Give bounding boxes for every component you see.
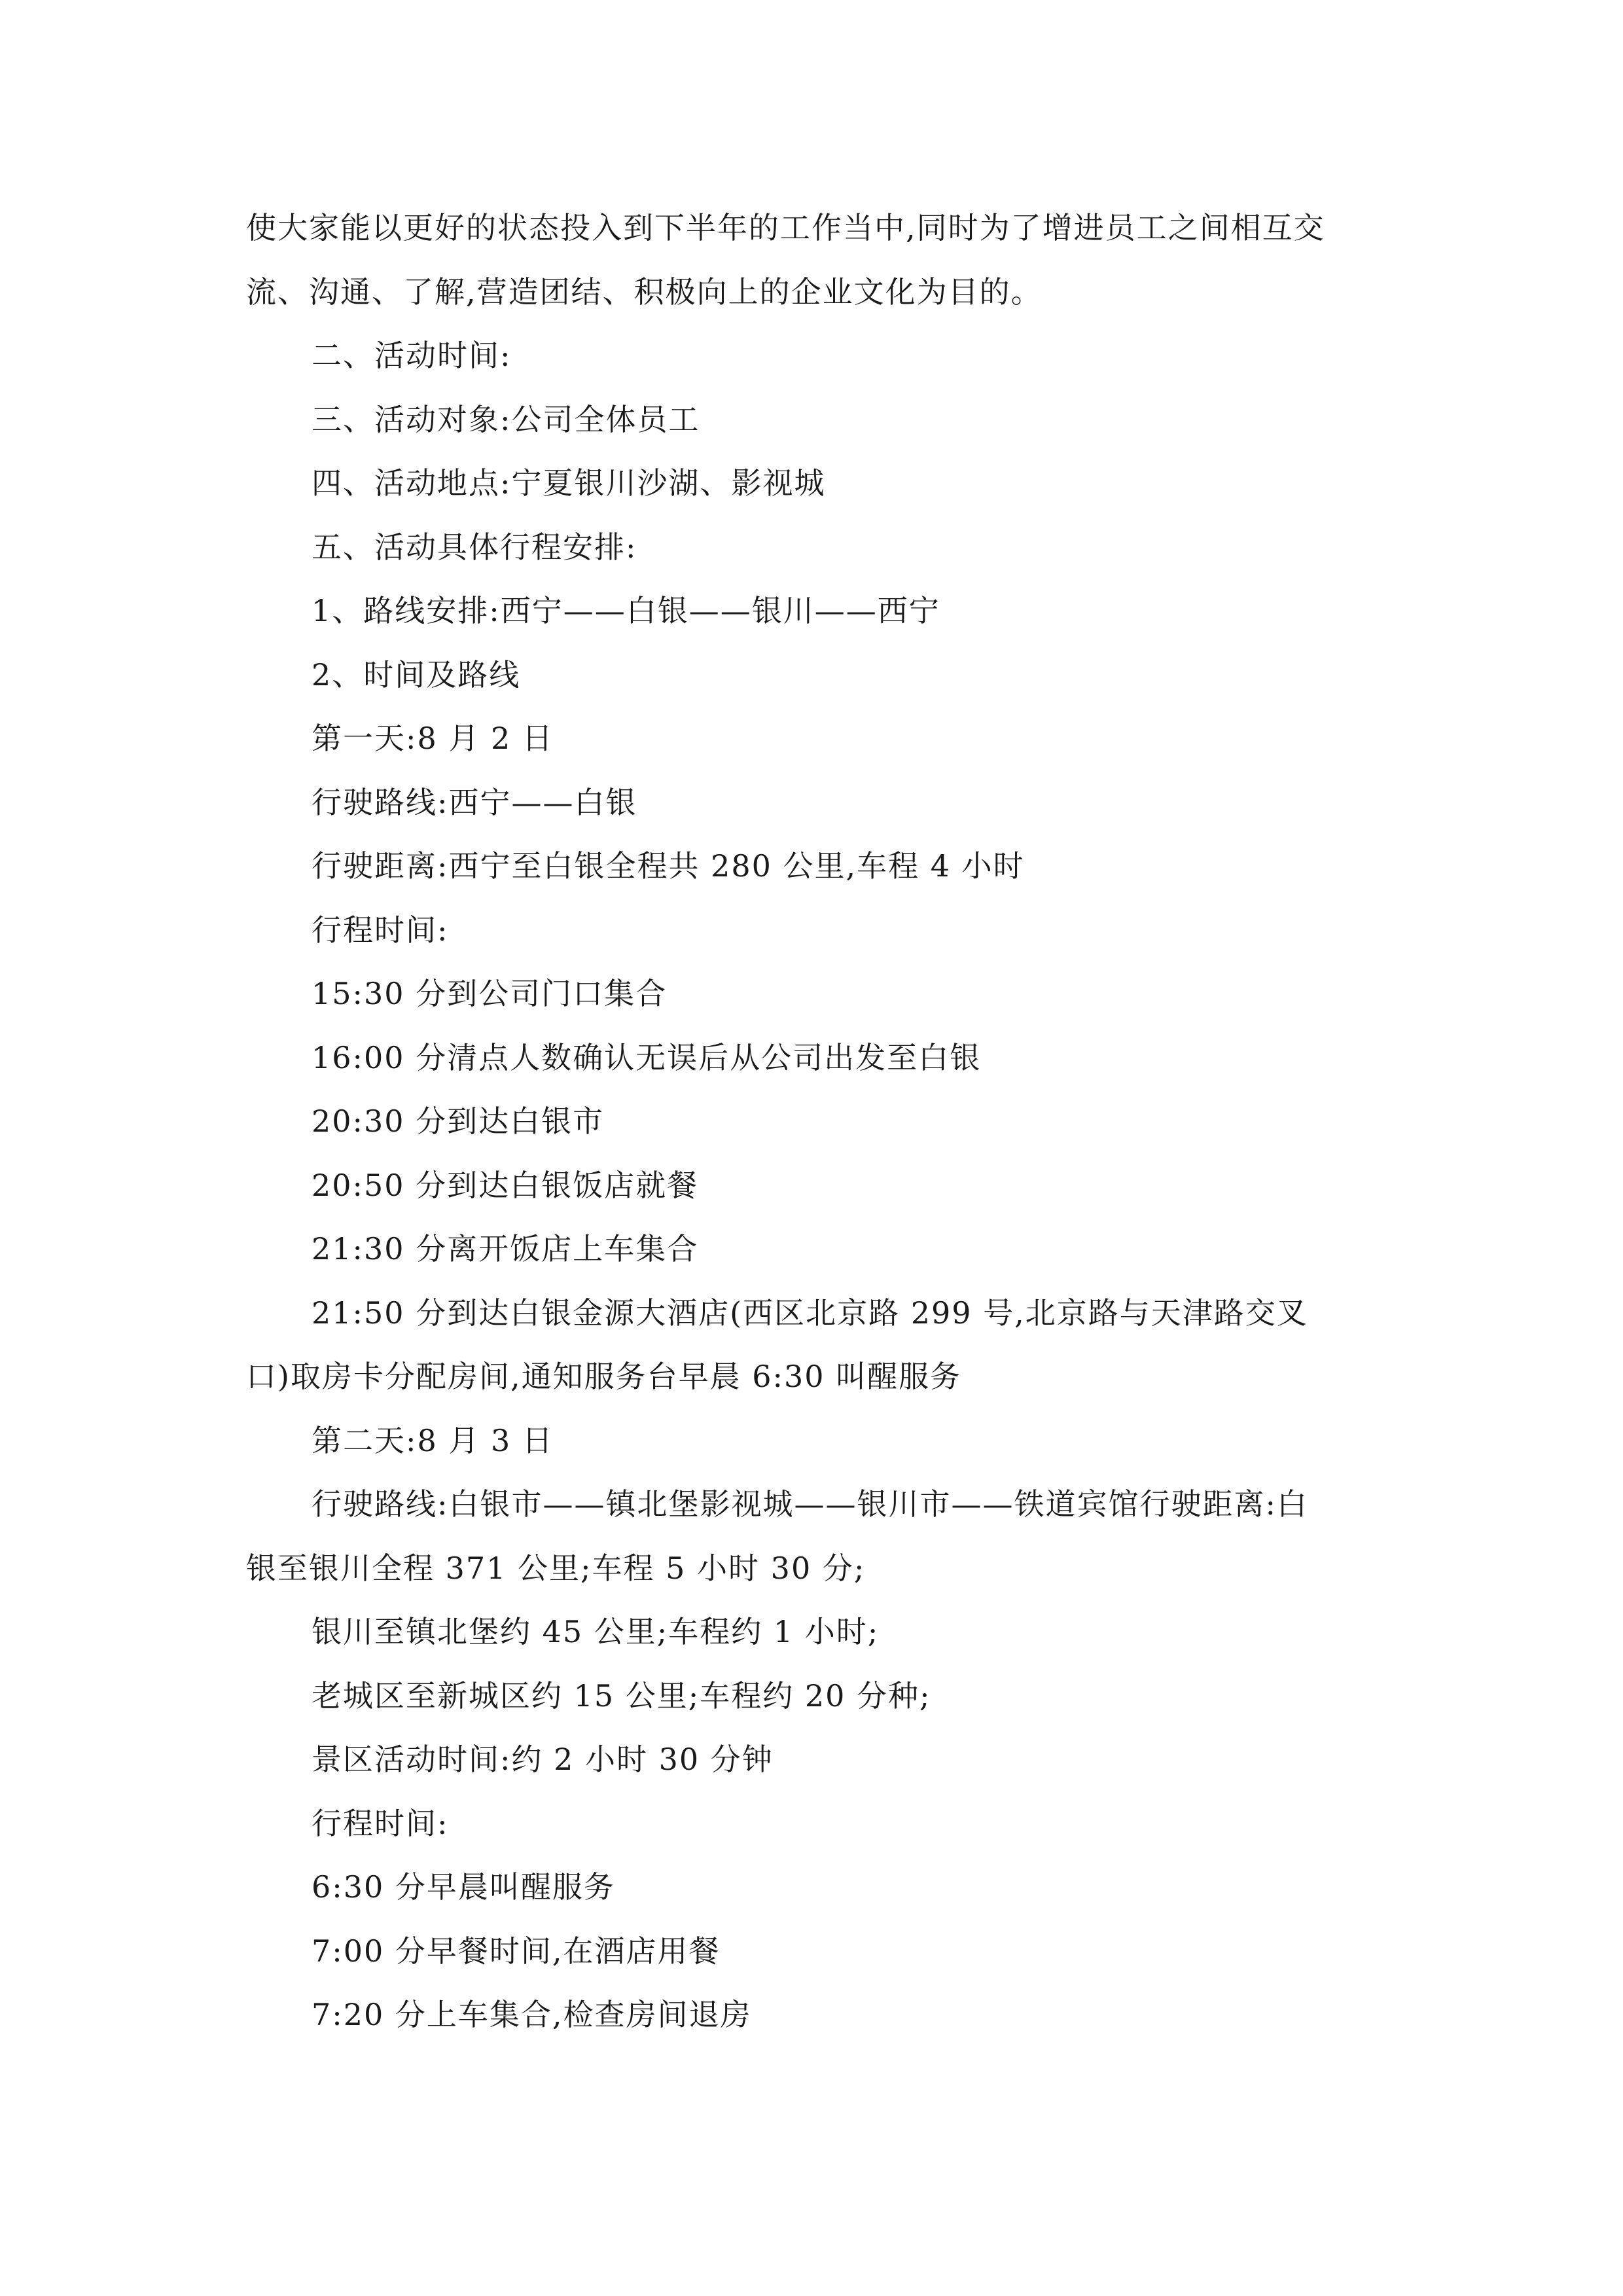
- text-line: 银至银川全程 371 公里;车程 5 小时 30 分;: [246, 1550, 866, 1586]
- text-line: 行驶距离:西宁至白银全程共 280 公里,车程 4 小时: [312, 848, 1025, 884]
- text-line: 21:50 分到达白银金源大酒店(西区北京路 299 号,北京路与天津路交叉: [312, 1295, 1308, 1331]
- paragraph: [246, 579, 1388, 643]
- paragraph: [246, 516, 1388, 580]
- paragraph: [246, 1090, 1388, 1154]
- text-line: 15:30 分到公司门口集合: [312, 976, 668, 1011]
- text-line: 老城区至新城区约 15 公里;车程约 20 分种;: [312, 1677, 931, 1713]
- text-line: 银川至镇北堡约 45 公里;车程约 1 小时;: [312, 1614, 880, 1649]
- text-line: 第一天:8 月 2 日: [312, 721, 554, 756]
- text-line: 五、活动具体行程安排:: [312, 529, 637, 565]
- document-body: [246, 196, 1388, 2047]
- text-line: 二、活动时间:: [312, 338, 512, 373]
- text-line: 三、活动对象:公司全体员工: [312, 401, 700, 437]
- paragraph: [246, 1282, 1388, 1409]
- paragraph: [246, 643, 1388, 708]
- paragraph: [246, 1217, 1388, 1282]
- paragraph: [246, 1664, 1388, 1729]
- paragraph: [246, 1026, 1388, 1090]
- paragraph: [246, 1600, 1388, 1664]
- text-line: 20:50 分到达白银饭店就餐: [312, 1167, 699, 1203]
- text-line: 1、路线安排:西宁——白银——银川——西宁: [312, 593, 940, 628]
- text-line: 16:00 分清点人数确认无误后从公司出发至白银: [312, 1039, 982, 1075]
- text-line: 行驶路线:西宁——白银: [312, 784, 637, 820]
- paragraph: [246, 1473, 1388, 1600]
- text-line: 行程时间:: [312, 1805, 449, 1841]
- paragraph: [246, 707, 1388, 771]
- paragraph: [246, 771, 1388, 835]
- text-line: 6:30 分早晨叫醒服务: [312, 1869, 615, 1905]
- paragraph: [246, 324, 1388, 388]
- text-line: 第二天:8 月 3 日: [312, 1422, 554, 1458]
- paragraph: [246, 1409, 1388, 1473]
- paragraph: [246, 899, 1388, 963]
- paragraph: [246, 834, 1388, 899]
- paragraph: [246, 1154, 1388, 1218]
- paragraph: [246, 1856, 1388, 1920]
- paragraph: [246, 1920, 1388, 1984]
- text-line: 行驶路线:白银市——镇北堡影视城——银川市——铁道宾馆行驶距离:白: [312, 1486, 1308, 1522]
- text-line: 7:20 分上车集合,检查房间退房: [312, 1997, 752, 2032]
- text-line: 2、时间及路线: [312, 656, 521, 692]
- text-line: 口)取房卡分配房间,通知服务台早晨 6:30 叫醒服务: [246, 1359, 962, 1394]
- text-line: 使大家能以更好的状态投入到下半年的工作当中,同时为了增进员工之间相互交: [246, 210, 1325, 245]
- text-line: 流、沟通、了解,营造团结、积极向上的企业文化为目的。: [246, 274, 1043, 310]
- paragraph: [246, 962, 1388, 1026]
- text-line: 20:30 分到达白银市: [312, 1103, 605, 1139]
- paragraph: [246, 196, 1388, 324]
- text-line: 7:00 分早餐时间,在酒店用餐: [312, 1933, 721, 1969]
- paragraph: [246, 452, 1388, 516]
- paragraph: [246, 1983, 1388, 2047]
- text-line: 景区活动时间:约 2 小时 30 分钟: [312, 1742, 774, 1777]
- paragraph: [246, 1728, 1388, 1792]
- paragraph: [246, 1792, 1388, 1856]
- text-line: 四、活动地点:宁夏银川沙湖、影视城: [312, 465, 826, 501]
- paragraph: [246, 388, 1388, 452]
- text-line: 行程时间:: [312, 912, 449, 948]
- text-line: 21:30 分离开饭店上车集合: [312, 1231, 699, 1266]
